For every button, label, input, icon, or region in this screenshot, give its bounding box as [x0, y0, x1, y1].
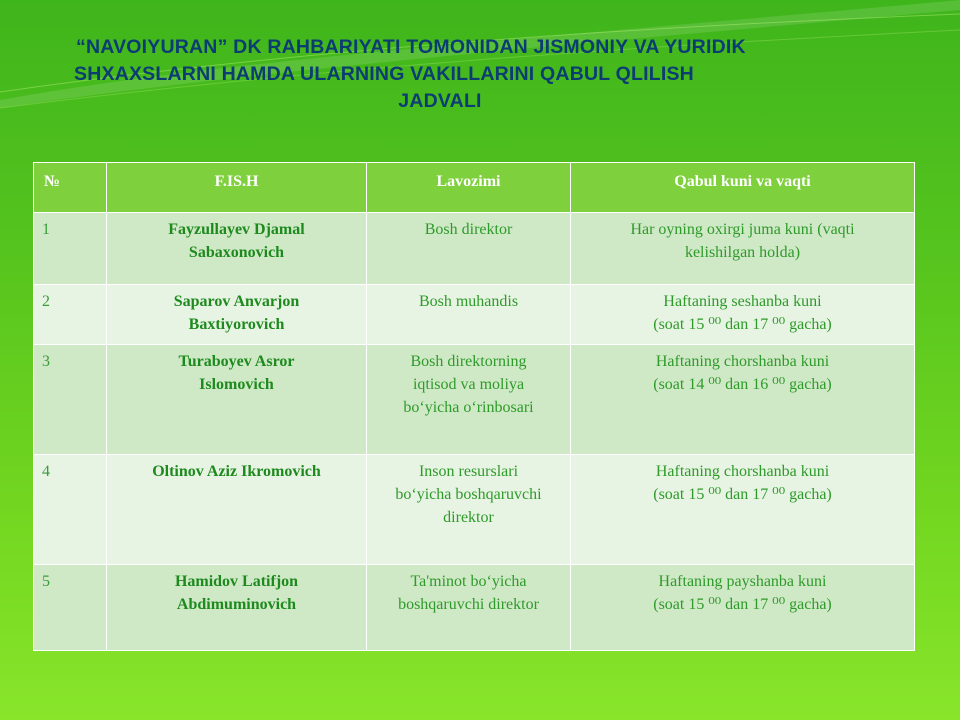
schedule-line: Haftaning chorshanba kuni: [655, 463, 830, 480]
row-schedule: [571, 213, 915, 285]
row-name: [107, 565, 367, 651]
schedule-line: (soat 15 ⁰⁰ dan 17 ⁰⁰ gacha): [653, 316, 832, 333]
title-line-3: JADVALI: [398, 90, 482, 112]
header-schedule: Qabul kuni va vaqti: [571, 163, 915, 213]
name-line: Baxtiyorovich: [188, 316, 285, 333]
row-position: [367, 345, 571, 455]
row-schedule: [571, 565, 915, 651]
schedule-line: Har oyning oxirgi juma kuni (vaqti: [630, 221, 855, 238]
row-schedule: [571, 455, 915, 565]
name-line: Hamidov Latifjon: [174, 573, 299, 590]
position-line: Bosh direktor: [424, 221, 513, 238]
position-line: boshqaruvchi direktor: [398, 596, 539, 613]
row-name: [107, 213, 367, 285]
schedule-line: Haftaning seshanba kuni: [663, 293, 822, 310]
schedule-line: (soat 15 ⁰⁰ dan 17 ⁰⁰ gacha): [653, 486, 832, 503]
row-name: [107, 285, 367, 345]
schedule-table: [33, 162, 915, 651]
name-line: Abdimuminovich: [176, 596, 297, 613]
name-line: Sabaxonovich: [188, 244, 285, 261]
page-title: [70, 34, 910, 115]
table-row: [34, 213, 915, 285]
row-number: 3: [34, 345, 107, 455]
table-row: [34, 455, 915, 565]
name-line: Islomovich: [199, 376, 274, 393]
schedule-line: Haftaning payshanba kuni: [658, 573, 827, 590]
header-name: F.IS.H: [107, 163, 367, 213]
row-schedule: [571, 285, 915, 345]
table-row: [34, 345, 915, 455]
name-line: Turaboyev Asror: [178, 353, 295, 370]
position-line: bo‘yicha o‘rinbosari: [403, 399, 534, 416]
position-line: Bosh direktorning: [410, 353, 527, 370]
schedule-line: Haftaning chorshanba kuni: [655, 353, 830, 370]
position-line: bo‘yicha boshqaruvchi: [395, 486, 542, 503]
header-position: Lavozimi: [367, 163, 571, 213]
name-line: Oltinov Aziz Ikromovich: [152, 463, 321, 480]
position-line: Ta'minot bo‘yicha: [410, 573, 527, 590]
name-line: Fayzullayev Djamal: [168, 221, 305, 238]
row-position: [367, 285, 571, 345]
table-row: [34, 565, 915, 651]
schedule-line: (soat 15 ⁰⁰ dan 17 ⁰⁰ gacha): [653, 596, 832, 613]
schedule-line: kelishilgan holda): [684, 244, 801, 261]
name-line: Saparov Anvarjon: [173, 293, 300, 310]
row-number: 5: [34, 565, 107, 651]
title-line-2: SHXAXSLARNI HAMDA ULARNING VAKILLARINI QABUL QLILISH: [74, 63, 694, 85]
row-name: [107, 345, 367, 455]
row-position: [367, 213, 571, 285]
schedule-line: (soat 14 ⁰⁰ dan 16 ⁰⁰ gacha): [653, 376, 832, 393]
row-number: 4: [34, 455, 107, 565]
table-header-row: [34, 163, 915, 213]
position-line: Bosh muhandis: [418, 293, 519, 310]
position-line: direktor: [443, 509, 494, 526]
row-position: [367, 455, 571, 565]
title-line-1: “NAVOIYURAN” DK RAHBARIYATI TOMONIDAN JISMONIY VA YURIDIK: [76, 36, 746, 58]
row-schedule: [571, 345, 915, 455]
position-line: Inson resurslari: [418, 463, 519, 480]
table-row: [34, 285, 915, 345]
position-line: iqtisod va moliya: [412, 376, 525, 393]
row-number: 1: [34, 213, 107, 285]
row-name: [107, 455, 367, 565]
row-number: 2: [34, 285, 107, 345]
row-position: [367, 565, 571, 651]
header-number: №: [34, 163, 107, 213]
